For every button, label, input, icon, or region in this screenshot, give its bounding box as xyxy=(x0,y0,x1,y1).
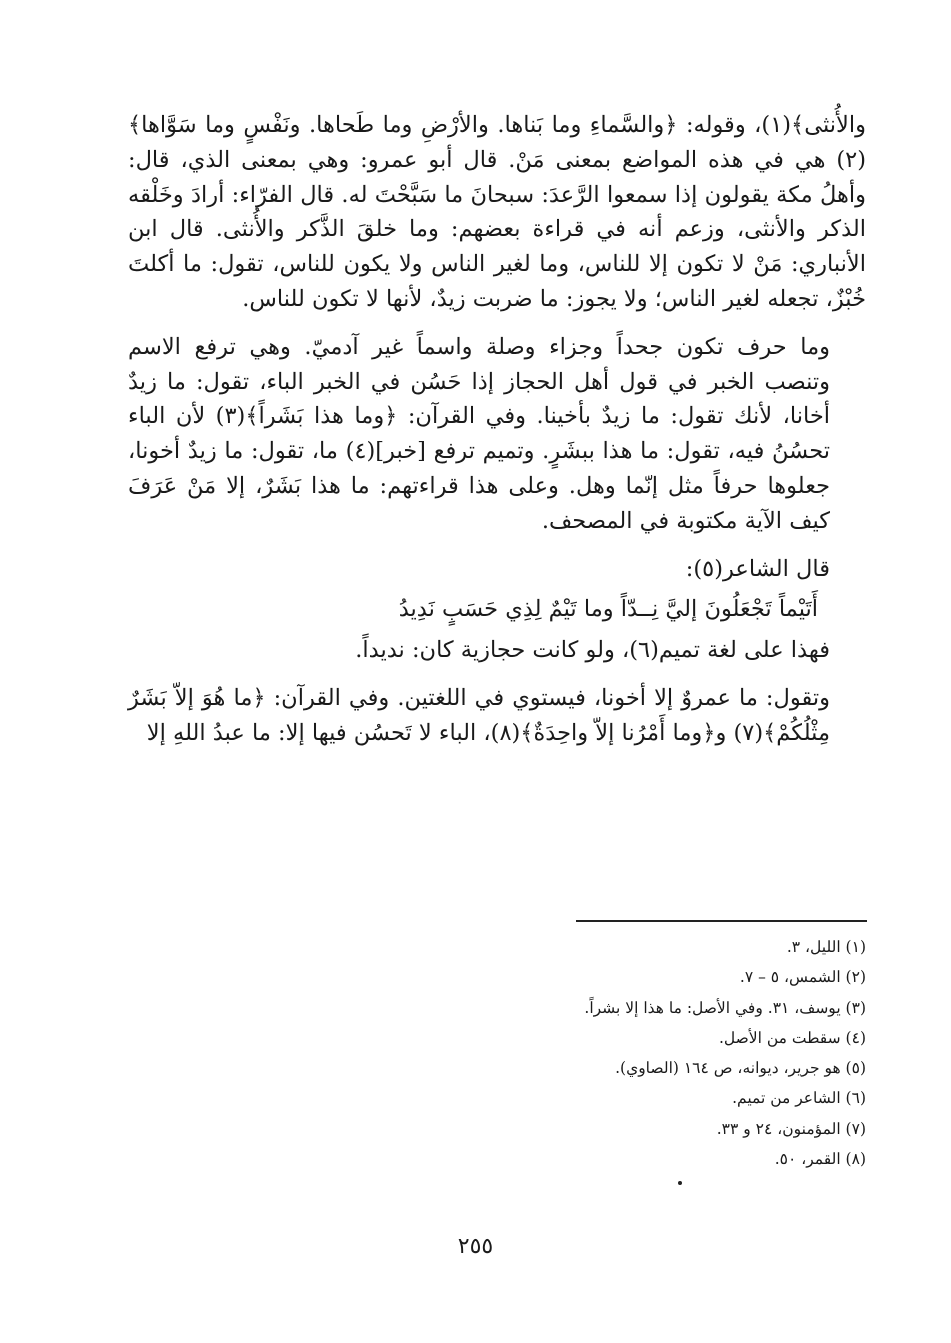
poetry-verse xyxy=(128,592,866,627)
poet-intro: قال الشاعر(٥): xyxy=(685,555,830,582)
footnote-5: (٥) هو جرير، ديوانه، ص ١٦٤ (الصاوي). xyxy=(615,1059,866,1078)
footnote-1: (١) الليل، ٣. xyxy=(786,938,866,956)
paragraph-2: وما حرف تكون جحداً وجزاء وصلة واسماً غير آدميّ. وهي ترفع الاسم وتنصب الخبر في قول أهل الحجاز إذا حَسُن في الخبر الباء، تقول: ما زيدٌ أخانا، لأنك تقول: ما زيدٌ بأخينا. وفي القرآن: ﴿وما هذا بَشَراً﴾(٣) لأن الباء تحسُنُ فيه، تقول: ما هذا ببشَرٍ. وتميم ترفع [خبر](٤) ما، تقول: ما زيدٌ أخونا، جعلوها حرفاً مثل إنّما وهل. وعلى هذا قراءتهم: ما هذا بَشَرٌ، إلا مَنْ عَرَفَ كيف الآية مكتوبة في المصحف. xyxy=(128,333,830,534)
paragraph-1: والأُنثى﴾(١)، وقوله: ﴿والسَّماءِ وما بَناها. والأرْضِ وما طَحاها. ونَفْسٍ وما سَوَّاها﴾(٢) هي في هذه المواضع بمعنى مَنْ. قال أبو عمرو: وهي بمعنى الذي، قال: وأهلُ مكة يقولون إذا سمعوا الرَّعدَ: سبحانَ ما سَبَّحْتَ له. قال الفرّاء: أرادَ وخَلْقه الذكر والأنثى، وزعم أنه في قراءة بعضهم: وما خلقَ الذَّكر والأُنثى. قال ابن الأنباري: مَنْ لا تكون إلا للناس، وما لغير الناس ولا يكون للناس، تقول: ما أكلتَ خُبْزٌ، تجعله لغير الناس؛ ولا يجوز: ما ضربت زيدٌ، لأنها لا تكون للناس. xyxy=(128,112,866,312)
footnotes xyxy=(380,932,866,1174)
main-text xyxy=(128,108,866,751)
verse-second-hemistich: وما تَيْمٌ لِذِي حَسَبٍ نَدِيدُ xyxy=(398,596,614,623)
footnote-7: (٧) المؤمنون، ٢٤ و ٣٣. xyxy=(716,1119,866,1138)
verse-first-hemistich: أَتَيْماً تَجْعَلُونَ إليَّ نِــدّاً xyxy=(620,596,818,623)
footnote-3: (٣) يوسف، ٣١. وفي الأصل: ما هذا إلا بشراً. xyxy=(584,998,866,1017)
footnote-8: (٨) القمر، ٥٠. xyxy=(774,1150,866,1169)
after-verse-text: فهذا على لغة تميم(٦)، ولو كانت حجازية كان: نديداً. xyxy=(355,637,830,664)
footnote-4: (٤) سقطت من الأصل. xyxy=(718,1028,866,1047)
footnote-2: (٢) الشمس، ٥ – ٧. xyxy=(739,968,866,987)
footnote-6: (٦) الشاعر من تميم. xyxy=(732,1089,866,1108)
paragraph-3: وتقول: ما عمروٌ إلا أخونا، فيستوي في اللغتين. وفي القرآن: ﴿ما هُوَ إلاّ بَشَرٌ مِثْلُكُمْ﴾(٧) و﴿وما أَمْرُنا إلاّ واحِدَةٌ﴾(٨)، الباء لا تَحسُن فيها إلا: ما عبدُ اللهِ إلا xyxy=(128,684,830,746)
footnote-divider xyxy=(576,920,867,922)
page-number: ٢٥٥ xyxy=(457,1234,494,1259)
print-speck xyxy=(678,1181,682,1185)
